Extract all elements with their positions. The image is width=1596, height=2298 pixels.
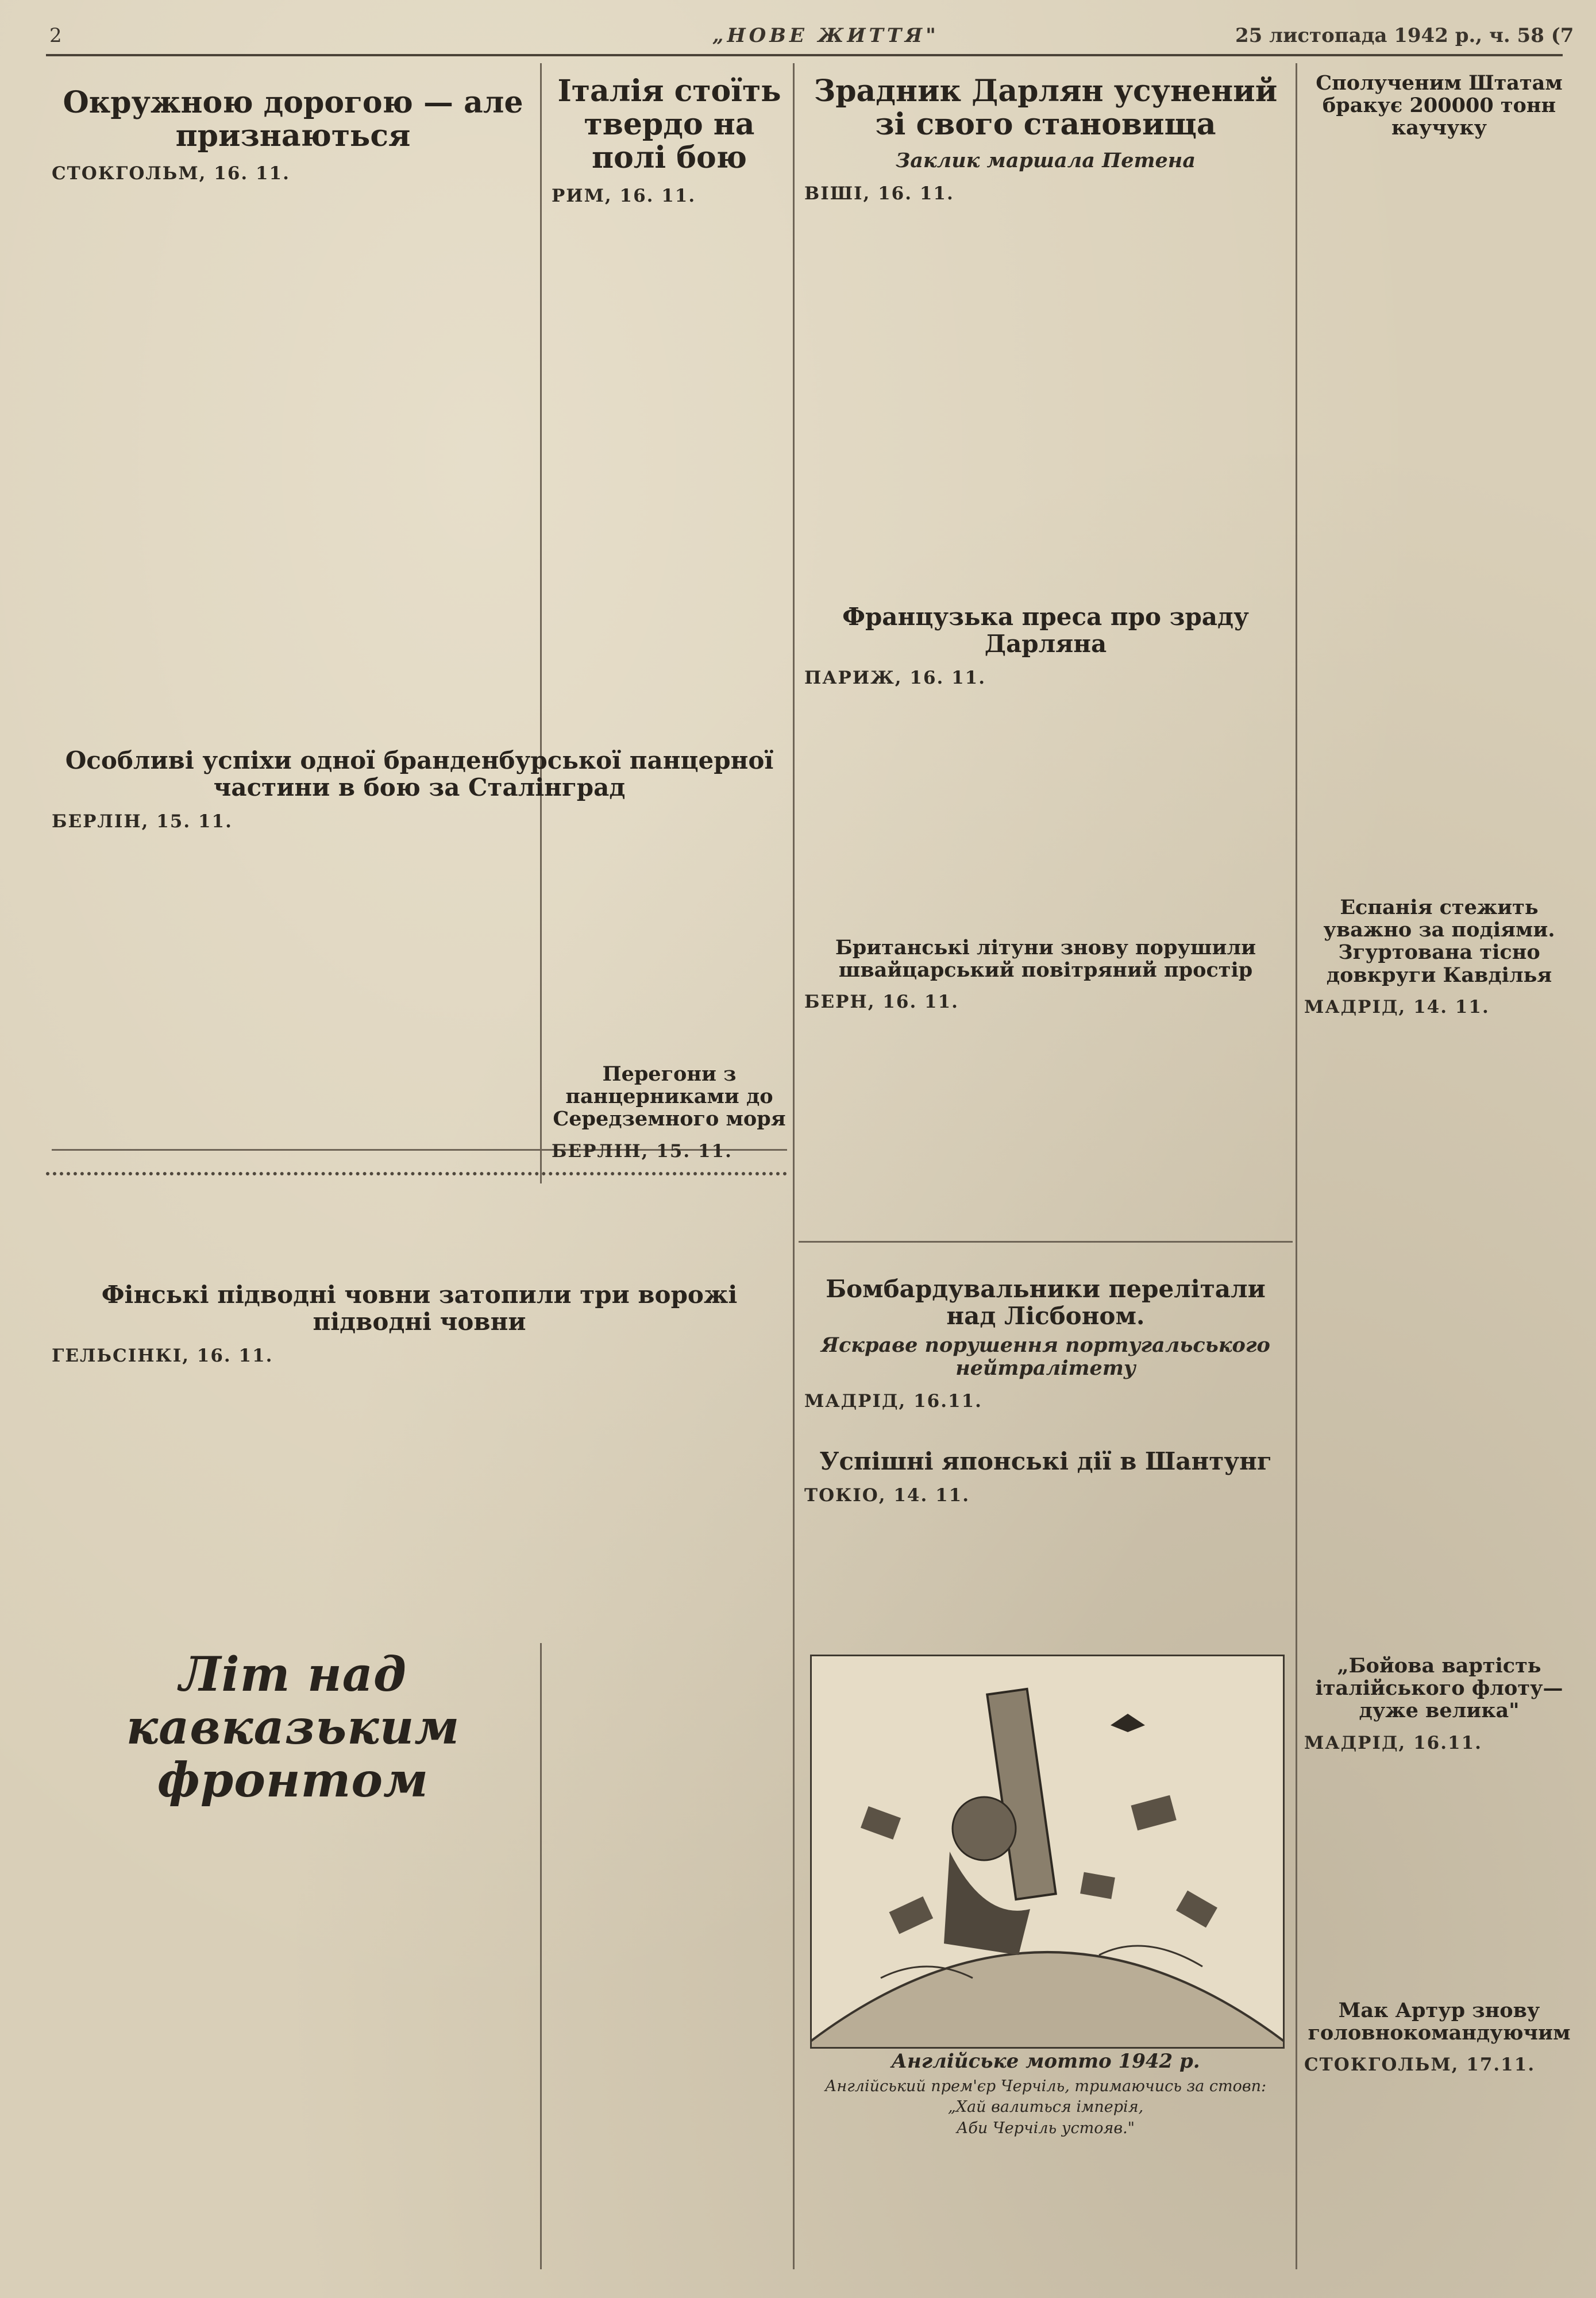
masthead-rule bbox=[46, 54, 1563, 56]
article-finnish bbox=[52, 1281, 787, 1369]
article-dateline: ПАРИЖ, 16. 11. bbox=[804, 668, 986, 689]
article-dateline: БЕРЛІН, 15. 11. bbox=[52, 811, 233, 832]
pillar-shape bbox=[987, 1689, 1055, 1899]
article-shantung bbox=[804, 1448, 1287, 1509]
article-headline: „Бойова вартість італійського флоту—дуже велика" bbox=[1315, 1654, 1563, 1723]
article-headline: Окружною дорогою — але признаються bbox=[63, 85, 523, 154]
cartoon bbox=[810, 1655, 1285, 2049]
article-dateline: БЕРЛІН, 15. 11. bbox=[552, 1140, 733, 1162]
article-headline: Фінські підводні човни затопили три ворожі підводні човни bbox=[101, 1281, 738, 1336]
article-dateline: ВІШІ, 16. 11. bbox=[804, 183, 954, 204]
article-dateline: МАДРІД, 16.11. bbox=[1304, 1732, 1482, 1753]
article-headline: Зрадник Дарлян усунений зі свого становища bbox=[814, 74, 1278, 142]
paper-name: „НОВЕ ЖИТТЯ" bbox=[712, 24, 939, 47]
article-dateline: МАДРІД, 16.11. bbox=[804, 1390, 982, 1412]
article-macarthur bbox=[1304, 1999, 1574, 2078]
article-headline: Бомбардувальники перелітали над Лісбоном. bbox=[826, 1275, 1266, 1331]
article-subhead: Заклик маршала Петена bbox=[896, 149, 1196, 173]
article-encircle bbox=[52, 86, 534, 187]
column-rule bbox=[540, 1643, 542, 2269]
article-headline: Французька преса про зраду Дарляна bbox=[842, 603, 1249, 658]
hat-shape bbox=[1111, 1714, 1145, 1732]
article-mediterranean bbox=[552, 1063, 787, 1165]
article-headline: Особливі успіхи одної бранденбурської панцерної частини в бою за Сталінград bbox=[65, 746, 774, 802]
issue-date: 25 листопада 1942 р., ч. 58 (7 bbox=[1235, 24, 1574, 47]
article-headline: Літ над кавказьким фронтом bbox=[126, 1647, 460, 1808]
article-dateline: СТОКГОЛЬМ, 16. 11. bbox=[52, 163, 290, 184]
article-dateline: ГЕЛЬСІНКІ, 16. 11. bbox=[52, 1345, 273, 1367]
column-rule bbox=[540, 63, 542, 1183]
cartoon-illustration bbox=[812, 1656, 1283, 2047]
article-headline: Сполученим Штатам бракує 200000 тонн каучуку bbox=[1316, 71, 1563, 140]
article-headline: Успішні японські дії в Шантунг bbox=[819, 1447, 1272, 1475]
article-headline: Перегони з панцерниками до Середземного моря bbox=[553, 1062, 786, 1131]
masthead bbox=[0, 0, 1596, 53]
article-caucasus bbox=[52, 1649, 534, 1807]
article-swiss bbox=[804, 936, 1287, 1015]
article-headline: Британські літуни знову порушили швайцарський повітряний простір bbox=[835, 936, 1256, 982]
article-headline: Мак Артур знову головнокомандуючим bbox=[1308, 1999, 1571, 2045]
cartoon-title: Англійське мотто 1942 р. bbox=[891, 2050, 1200, 2073]
globe-shape bbox=[812, 1952, 1283, 2047]
article-italy bbox=[552, 75, 787, 209]
article-rubber bbox=[1304, 72, 1574, 140]
article-dateline: МАДРІД, 14. 11. bbox=[1304, 996, 1490, 1017]
article-dateline: ТОКІО, 14. 11. bbox=[804, 1485, 970, 1506]
article-lisbon bbox=[804, 1275, 1287, 1414]
article-headline: Італія стоїть твердо на полі бою bbox=[557, 74, 781, 176]
article-brandenburg bbox=[52, 747, 787, 835]
article-headline: Еспанія стежить уважно за подіями. Згуртована тісно довкруги Кавділья bbox=[1323, 896, 1555, 987]
divider bbox=[799, 1241, 1293, 1243]
article-dateline: РИМ, 16. 11. bbox=[552, 185, 696, 206]
column-rule bbox=[793, 63, 795, 2269]
caption-line: „Хай валиться імперія, bbox=[947, 2098, 1144, 2116]
dotted-divider bbox=[46, 1172, 787, 1181]
caption-line: Аби Черчіль устояв." bbox=[956, 2119, 1135, 2137]
article-dateline: БЕРН, 16. 11. bbox=[804, 992, 959, 1013]
page-number: 2 bbox=[49, 24, 62, 47]
article-spain bbox=[1304, 896, 1574, 1020]
caption-line: Англійський прем'єр Черчіль, тримаючись за стовп: bbox=[824, 2077, 1267, 2095]
column-rule bbox=[1296, 63, 1297, 2269]
article-subhead: Яскраве порушення португальського нейтралітету bbox=[821, 1333, 1270, 1381]
article-dateline: СТОКГОЛЬМ, 17.11. bbox=[1304, 2054, 1536, 2076]
cartoon-caption bbox=[804, 2076, 1287, 2139]
figure-head bbox=[953, 1797, 1016, 1860]
article-darlan bbox=[804, 75, 1287, 207]
article-italian-fleet bbox=[1304, 1655, 1574, 1756]
article-french-press bbox=[804, 603, 1287, 691]
